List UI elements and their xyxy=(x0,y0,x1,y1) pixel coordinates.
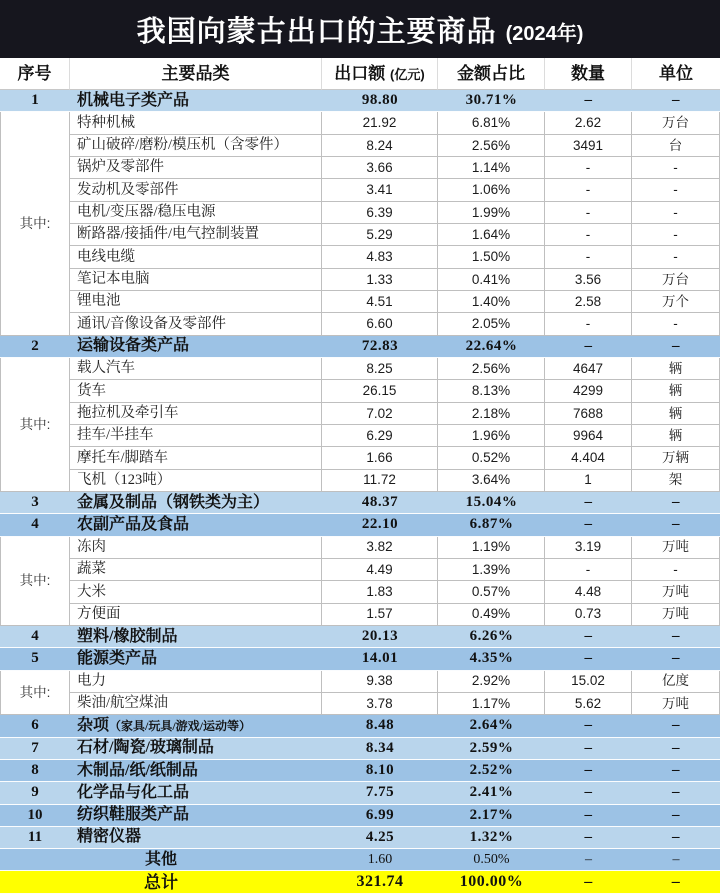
row-export-value: 4.25 xyxy=(322,827,438,849)
row-export-value: 1.57 xyxy=(322,604,438,626)
group-label: 其中: xyxy=(0,671,70,716)
row-export-value: 6.60 xyxy=(322,313,438,335)
row-qty-value: 2.58 xyxy=(545,291,632,313)
row-name: 特种机械 xyxy=(70,112,322,134)
row-qty-value: 0.73 xyxy=(545,604,632,626)
row-share-value: 1.06% xyxy=(438,179,545,201)
row-qty-value: 4299 xyxy=(545,380,632,402)
row-unit-value: - xyxy=(632,313,720,335)
table-row xyxy=(0,849,720,871)
group-label: 其中: xyxy=(0,358,70,492)
row-unit-value: 万台 xyxy=(632,112,720,134)
row-qty-value: 7688 xyxy=(545,403,632,425)
row-name-text: 精密仪器 xyxy=(77,828,142,846)
table-row xyxy=(0,157,720,179)
row-share-value: 1.96% xyxy=(438,425,545,447)
row-export-value: 8.10 xyxy=(322,760,438,782)
row-name xyxy=(70,492,322,514)
table-row xyxy=(0,90,720,112)
row-qty-value: - xyxy=(545,246,632,268)
row-export-value: 4.51 xyxy=(322,291,438,313)
col-header-export xyxy=(322,58,438,90)
row-share-value: 8.13% xyxy=(438,380,545,402)
row-export-value: 1.33 xyxy=(322,269,438,291)
row-unit-value: - xyxy=(632,157,720,179)
row-share-value: 6.26% xyxy=(438,626,545,648)
row-share-value: 1.64% xyxy=(438,224,545,246)
row-name: 飞机（123吨） xyxy=(70,470,322,492)
row-name-text: 塑料/橡胶制品 xyxy=(77,627,178,645)
row-export-value: 1.60 xyxy=(322,849,438,871)
row-qty-value: 1 xyxy=(545,470,632,492)
row-share-value: 0.57% xyxy=(438,581,545,603)
group-label: 其中: xyxy=(0,112,70,335)
row-qty-value: – xyxy=(545,782,632,804)
row-qty-value: 2.62 xyxy=(545,112,632,134)
row-share-value: 2.92% xyxy=(438,671,545,693)
row-name: 其他 xyxy=(0,849,322,871)
row-unit-value: 万吨 xyxy=(632,604,720,626)
table-row xyxy=(0,425,720,447)
row-share-value: 6.81% xyxy=(438,112,545,134)
table-row xyxy=(0,313,720,335)
row-export-value: 22.10 xyxy=(322,514,438,536)
row-qty-value: - xyxy=(545,157,632,179)
row-share-value: 2.52% xyxy=(438,760,545,782)
row-name: 锂电池 xyxy=(70,291,322,313)
row-export-value: 48.37 xyxy=(322,492,438,514)
row-qty-value: – xyxy=(545,492,632,514)
table-row xyxy=(0,269,720,291)
row-share-value: 2.64% xyxy=(438,715,545,737)
row-qty-value: - xyxy=(545,559,632,581)
row-share-value: 15.04% xyxy=(438,492,545,514)
table-row xyxy=(0,470,720,492)
row-qty-value: – xyxy=(545,715,632,737)
row-name: 冻肉 xyxy=(70,537,322,559)
col-header-label: 金额占比 xyxy=(457,64,525,83)
row-share-value: 1.99% xyxy=(438,202,545,224)
row-name xyxy=(70,336,322,358)
row-export-value: 72.83 xyxy=(322,336,438,358)
table-row xyxy=(0,135,720,157)
row-name: 蔬菜 xyxy=(70,559,322,581)
row-unit-value: - xyxy=(632,202,720,224)
row-export-value: 3.82 xyxy=(322,537,438,559)
row-name: 断路器/接插件/电气控制装置 xyxy=(70,224,322,246)
row-unit-value: – xyxy=(632,871,720,893)
row-unit-value: – xyxy=(632,90,720,112)
row-export-value: 21.92 xyxy=(322,112,438,134)
row-name xyxy=(70,738,322,760)
row-share-value: 2.41% xyxy=(438,782,545,804)
table-row xyxy=(0,693,720,715)
row-unit-value: – xyxy=(632,715,720,737)
row-export-value: 8.25 xyxy=(322,358,438,380)
row-number: 7 xyxy=(0,738,70,760)
title-bar xyxy=(0,0,720,58)
row-qty-value: 4647 xyxy=(545,358,632,380)
row-name-text: 农副产品及食品 xyxy=(77,515,190,533)
row-export-value: 3.41 xyxy=(322,179,438,201)
row-qty-value: - xyxy=(545,313,632,335)
row-name xyxy=(70,805,322,827)
row-unit-value: 万吨 xyxy=(632,581,720,603)
row-share-value: 0.52% xyxy=(438,447,545,469)
row-name: 总计 xyxy=(0,871,322,893)
row-qty-value: – xyxy=(545,738,632,760)
row-unit-value: - xyxy=(632,559,720,581)
row-unit-value: – xyxy=(632,782,720,804)
row-qty-value: 3.56 xyxy=(545,269,632,291)
table-row xyxy=(0,782,720,804)
page-title-year: (2024年) xyxy=(505,22,584,45)
row-export-value: 8.48 xyxy=(322,715,438,737)
row-number: 2 xyxy=(0,336,70,358)
row-name-note: （家具/玩具/游戏/运动等） xyxy=(109,718,252,733)
row-unit-value: 辆 xyxy=(632,358,720,380)
col-header-category xyxy=(70,58,322,90)
row-number: 3 xyxy=(0,492,70,514)
row-export-value: 14.01 xyxy=(322,648,438,670)
row-unit-value: – xyxy=(632,760,720,782)
row-share-value: 1.19% xyxy=(438,537,545,559)
table-row xyxy=(0,179,720,201)
row-unit-value: 万辆 xyxy=(632,447,720,469)
row-export-value: 8.24 xyxy=(322,135,438,157)
row-share-value: 30.71% xyxy=(438,90,545,112)
row-export-value: 20.13 xyxy=(322,626,438,648)
col-header-seq xyxy=(0,58,70,90)
table-row xyxy=(0,581,720,603)
row-qty-value: 15.02 xyxy=(545,671,632,693)
table-row xyxy=(0,871,720,893)
row-name xyxy=(70,90,322,112)
row-share-value: 1.32% xyxy=(438,827,545,849)
table-row xyxy=(0,336,720,358)
row-share-value: 0.41% xyxy=(438,269,545,291)
row-qty-value: – xyxy=(545,849,632,871)
row-name-text: 纺织鞋服类产品 xyxy=(77,806,190,824)
table-row xyxy=(0,380,720,402)
row-name: 发动机及零部件 xyxy=(70,179,322,201)
row-name xyxy=(70,626,322,648)
table-row xyxy=(0,291,720,313)
row-unit-value: – xyxy=(632,492,720,514)
row-unit-value: 架 xyxy=(632,470,720,492)
row-name xyxy=(70,715,322,737)
row-share-value: 2.59% xyxy=(438,738,545,760)
row-export-value: 7.02 xyxy=(322,403,438,425)
row-name: 电力 xyxy=(70,671,322,693)
row-name-text: 化学品与化工品 xyxy=(77,783,190,801)
row-qty-value: – xyxy=(545,648,632,670)
row-number: 9 xyxy=(0,782,70,804)
table-row xyxy=(0,514,720,536)
row-share-value: 1.50% xyxy=(438,246,545,268)
row-number: 11 xyxy=(0,827,70,849)
page-title: 我国向蒙古出口的主要商品 xyxy=(136,15,497,48)
row-unit-value: – xyxy=(632,626,720,648)
export-table xyxy=(0,58,720,894)
row-share-value: 2.17% xyxy=(438,805,545,827)
row-qty-value: - xyxy=(545,224,632,246)
row-name xyxy=(70,782,322,804)
table-row xyxy=(0,447,720,469)
row-unit-value: - xyxy=(632,246,720,268)
table-header-row xyxy=(0,58,720,90)
row-qty-value: 3491 xyxy=(545,135,632,157)
row-name: 摩托车/脚踏车 xyxy=(70,447,322,469)
row-export-value: 26.15 xyxy=(322,380,438,402)
row-export-value: 8.34 xyxy=(322,738,438,760)
row-name: 电机/变压器/稳压电源 xyxy=(70,202,322,224)
row-unit-value: – xyxy=(632,336,720,358)
row-unit-value: – xyxy=(632,805,720,827)
col-header-qty xyxy=(545,58,632,90)
col-header-unit xyxy=(632,58,720,90)
row-name: 方便面 xyxy=(70,604,322,626)
row-name xyxy=(70,827,322,849)
row-export-value: 4.83 xyxy=(322,246,438,268)
row-name-text: 石材/陶瓷/玻璃制品 xyxy=(77,739,214,757)
row-unit-value: 万吨 xyxy=(632,537,720,559)
row-qty-value: – xyxy=(545,90,632,112)
col-header-label: 出口额 xyxy=(334,64,386,83)
row-export-value: 7.75 xyxy=(322,782,438,804)
row-export-value: 6.39 xyxy=(322,202,438,224)
row-unit-value: 台 xyxy=(632,135,720,157)
table-row xyxy=(0,224,720,246)
col-header-unit-note: (亿元) xyxy=(390,67,425,82)
row-number: 4 xyxy=(0,626,70,648)
table-row xyxy=(0,358,720,380)
col-header-share xyxy=(438,58,545,90)
table-row xyxy=(0,537,720,559)
row-share-value: 3.64% xyxy=(438,470,545,492)
row-share-value: 2.56% xyxy=(438,135,545,157)
row-qty-value: - xyxy=(545,179,632,201)
row-qty-value: 9964 xyxy=(545,425,632,447)
row-name-text: 杂项 xyxy=(77,716,110,734)
row-qty-value: – xyxy=(545,871,632,893)
row-share-value: 4.35% xyxy=(438,648,545,670)
row-export-value: 11.72 xyxy=(322,470,438,492)
row-qty-value: 5.62 xyxy=(545,693,632,715)
table-body xyxy=(0,90,720,894)
row-share-value: 6.87% xyxy=(438,514,545,536)
row-export-value: 1.66 xyxy=(322,447,438,469)
row-qty-value: – xyxy=(545,805,632,827)
table-row xyxy=(0,403,720,425)
row-number: 5 xyxy=(0,648,70,670)
row-name: 拖拉机及牵引车 xyxy=(70,403,322,425)
row-share-value: 1.17% xyxy=(438,693,545,715)
table-row xyxy=(0,492,720,514)
table-row xyxy=(0,671,720,693)
row-qty-value: – xyxy=(545,827,632,849)
row-qty-value: 4.404 xyxy=(545,447,632,469)
row-qty-value: - xyxy=(545,202,632,224)
row-export-value: 3.78 xyxy=(322,693,438,715)
row-share-value: 1.40% xyxy=(438,291,545,313)
row-export-value: 321.74 xyxy=(322,871,438,893)
table-row xyxy=(0,626,720,648)
row-name: 锅炉及零部件 xyxy=(70,157,322,179)
col-header-label: 序号 xyxy=(17,64,52,83)
row-unit-value: – xyxy=(632,648,720,670)
row-export-value: 3.66 xyxy=(322,157,438,179)
row-unit-value: 万台 xyxy=(632,269,720,291)
row-number: 8 xyxy=(0,760,70,782)
row-share-value: 1.39% xyxy=(438,559,545,581)
row-unit-value: 万吨 xyxy=(632,693,720,715)
row-unit-value: 辆 xyxy=(632,380,720,402)
row-share-value: 0.49% xyxy=(438,604,545,626)
row-name: 载人汽车 xyxy=(70,358,322,380)
table-row xyxy=(0,760,720,782)
col-header-label: 单位 xyxy=(659,64,693,83)
row-share-value: 22.64% xyxy=(438,336,545,358)
row-qty-value: – xyxy=(545,760,632,782)
col-header-label: 数量 xyxy=(571,64,605,83)
row-unit-value: – xyxy=(632,738,720,760)
row-name: 大米 xyxy=(70,581,322,603)
row-name: 通讯/音像设备及零部件 xyxy=(70,313,322,335)
row-unit-value: - xyxy=(632,179,720,201)
row-name: 柴油/航空煤油 xyxy=(70,693,322,715)
row-name-text: 能源类产品 xyxy=(77,649,158,667)
table-row xyxy=(0,715,720,737)
row-unit-value: 亿度 xyxy=(632,671,720,693)
row-name: 货车 xyxy=(70,380,322,402)
row-share-value: 100.00% xyxy=(438,871,545,893)
row-export-value: 6.99 xyxy=(322,805,438,827)
row-export-value: 6.29 xyxy=(322,425,438,447)
table-row xyxy=(0,559,720,581)
group-label: 其中: xyxy=(0,537,70,626)
table-row xyxy=(0,648,720,670)
row-unit-value: 万个 xyxy=(632,291,720,313)
row-name: 矿山破碎/磨粉/模压机（含零件） xyxy=(70,135,322,157)
row-unit-value: - xyxy=(632,224,720,246)
row-name xyxy=(70,760,322,782)
col-header-label: 主要品类 xyxy=(161,64,230,83)
row-unit-value: 辆 xyxy=(632,403,720,425)
row-unit-value: – xyxy=(632,514,720,536)
row-qty-value: 3.19 xyxy=(545,537,632,559)
row-name: 笔记本电脑 xyxy=(70,269,322,291)
row-share-value: 0.50% xyxy=(438,849,545,871)
table-row xyxy=(0,202,720,224)
row-qty-value: – xyxy=(545,336,632,358)
row-share-value: 2.56% xyxy=(438,358,545,380)
row-name: 电线电缆 xyxy=(70,246,322,268)
row-export-value: 4.49 xyxy=(322,559,438,581)
table-row xyxy=(0,246,720,268)
row-name xyxy=(70,648,322,670)
row-export-value: 1.83 xyxy=(322,581,438,603)
row-qty-value: – xyxy=(545,626,632,648)
row-number: 4 xyxy=(0,514,70,536)
row-qty-value: 4.48 xyxy=(545,581,632,603)
row-name-text: 木制品/纸/纸制品 xyxy=(77,761,198,779)
row-name: 挂车/半挂车 xyxy=(70,425,322,447)
row-export-value: 98.80 xyxy=(322,90,438,112)
table-row xyxy=(0,604,720,626)
row-name-text: 机械电子类产品 xyxy=(77,91,190,109)
row-unit-value: 辆 xyxy=(632,425,720,447)
row-share-value: 2.18% xyxy=(438,403,545,425)
row-number: 1 xyxy=(0,90,70,112)
table-row xyxy=(0,738,720,760)
row-unit-value: – xyxy=(632,827,720,849)
row-export-value: 9.38 xyxy=(322,671,438,693)
row-number: 10 xyxy=(0,805,70,827)
row-export-value: 5.29 xyxy=(322,224,438,246)
row-name-text: 运输设备类产品 xyxy=(77,337,190,355)
table-row xyxy=(0,805,720,827)
row-qty-value: – xyxy=(545,514,632,536)
table-row xyxy=(0,112,720,134)
row-share-value: 1.14% xyxy=(438,157,545,179)
row-unit-value: – xyxy=(632,849,720,871)
table-row xyxy=(0,827,720,849)
row-name-text: 金属及制品（钢铁类为主） xyxy=(77,493,270,511)
row-share-value: 2.05% xyxy=(438,313,545,335)
row-name xyxy=(70,514,322,536)
row-number: 6 xyxy=(0,715,70,737)
